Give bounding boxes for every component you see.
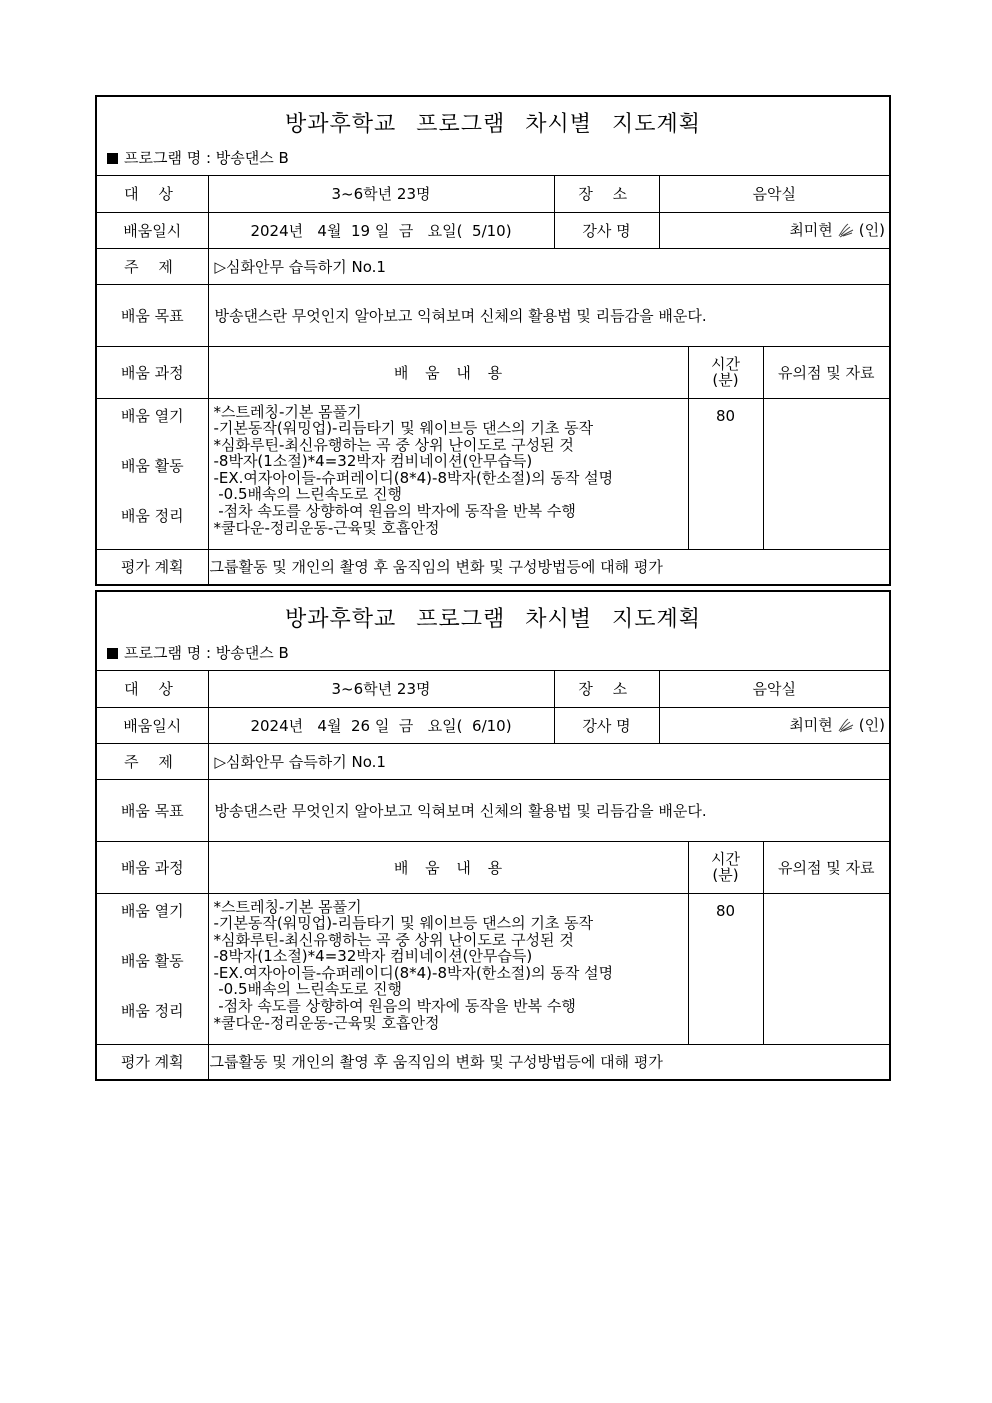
time-label-2: (분): [712, 371, 739, 389]
teacher-seal: (인): [858, 715, 885, 734]
step-opening: 배움 열기: [120, 901, 184, 920]
content-line: -EX.여자아이들-슈퍼레이디(8*4)-8박자(한소절)의 동작 설명: [213, 963, 614, 982]
target-label: 대 상: [97, 176, 208, 212]
eval-row: [97, 1044, 889, 1079]
content-line: *심화루틴-최신유행하는 곡 중 상위 난이도로 구성된 것: [213, 435, 574, 454]
target-row: [97, 176, 889, 212]
process-steps: [97, 893, 208, 1044]
process-row: [97, 398, 889, 549]
step-closing: 배움 정리: [120, 506, 184, 525]
topic-label: 주 제: [97, 743, 208, 779]
goal-value: 방송댄스란 무엇인지 알아보고 익혀보며 신체의 활용법 및 리듬감을 배운다.: [208, 284, 889, 346]
process-header-row: [97, 841, 889, 893]
plan-header: [97, 592, 889, 671]
eval-row: [97, 549, 889, 584]
signature-icon: [837, 222, 855, 242]
content-body: [208, 398, 688, 549]
topic-value: ▷심화안무 습득하기 No.1: [208, 743, 889, 779]
time-label-1: 시간: [711, 850, 740, 868]
date-value: 2024년 4월 19 일 금 요일( 5/10): [208, 212, 554, 248]
time-label: [688, 841, 763, 893]
target-value: 3~6학년 23명: [208, 671, 554, 707]
notes-label: 유의점 및 자료: [763, 346, 889, 398]
content-line: *심화루틴-최신유행하는 곡 중 상위 난이도로 구성된 것: [213, 930, 574, 949]
goal-row: [97, 779, 889, 841]
process-header-row: [97, 346, 889, 398]
time-value: 80: [688, 893, 763, 1044]
notes-value: [763, 893, 889, 1044]
process-row: [97, 893, 889, 1044]
time-label: [688, 346, 763, 398]
process-label: 배움 과정: [97, 841, 208, 893]
target-row: [97, 671, 889, 707]
step-activity: 배움 활동: [120, 951, 184, 970]
step-closing: 배움 정리: [120, 1001, 184, 1020]
content-line: *스트레칭-기본 몸풀기: [213, 402, 362, 421]
date-row: [97, 212, 889, 248]
step-activity: 배움 활동: [120, 456, 184, 475]
date-row: [97, 707, 889, 743]
plan-title: 방과후학교 프로그램 차시별 지도계획: [284, 607, 701, 632]
plan-table: [97, 176, 889, 584]
content-line: -기본동작(워밍업)-리듬타기 및 웨이브등 댄스의 기초 동작: [213, 419, 594, 438]
teacher-value: [659, 212, 889, 248]
program-name-text: 프로그램 명 : 방송댄스 B: [124, 644, 289, 662]
goal-label: 배움 목표: [97, 284, 208, 346]
time-label-2: (분): [712, 866, 739, 884]
content-line: *스트레칭-기본 몸풀기: [213, 897, 362, 916]
place-value: 음악실: [659, 671, 889, 707]
date-label: 배움일시: [97, 707, 208, 743]
program-name: [107, 642, 289, 663]
eval-label: 평가 계획: [97, 549, 208, 584]
target-label: 대 상: [97, 671, 208, 707]
teacher-label: 강사 명: [554, 212, 659, 248]
eval-value: 그룹활동 및 개인의 촬영 후 움직임의 변화 및 구성방법등에 대해 평가: [208, 549, 889, 584]
content-line: -EX.여자아이들-슈퍼레이디(8*4)-8박자(한소절)의 동작 설명: [213, 468, 614, 487]
notes-label: 유의점 및 자료: [763, 841, 889, 893]
process-steps: [97, 398, 208, 549]
content-line: -0.5배속의 느린속도로 진행: [213, 980, 402, 999]
eval-value: 그룹활동 및 개인의 촬영 후 움직임의 변화 및 구성방법등에 대해 평가: [208, 1044, 889, 1079]
place-label: 장 소: [554, 176, 659, 212]
content-line: -0.5배속의 느린속도로 진행: [213, 485, 402, 504]
teacher-label: 강사 명: [554, 707, 659, 743]
content-line: -8박자(1소절)*4=32박자 컴비네이션(안무습득): [213, 947, 533, 966]
square-bullet-icon: [107, 648, 118, 659]
lesson-plan: [95, 95, 891, 586]
teacher-seal: (인): [858, 220, 885, 239]
target-value: 3~6학년 23명: [208, 176, 554, 212]
topic-row: [97, 743, 889, 779]
square-bullet-icon: [107, 153, 118, 164]
place-label: 장 소: [554, 671, 659, 707]
lesson-plan: [95, 590, 891, 1081]
date-value: 2024년 4월 26 일 금 요일( 6/10): [208, 707, 554, 743]
date-label: 배움일시: [97, 212, 208, 248]
time-value: 80: [688, 398, 763, 549]
goal-row: [97, 284, 889, 346]
teacher-name: 최미현: [789, 715, 833, 734]
topic-value: ▷심화안무 습득하기 No.1: [208, 248, 889, 284]
teacher-name: 최미현: [789, 220, 833, 239]
content-label: 배 움 내 용: [208, 346, 688, 398]
program-name: [107, 147, 289, 168]
content-line: *쿨다운-정리운동-근육및 호흡안정: [213, 518, 440, 537]
notes-value: [763, 398, 889, 549]
eval-label: 평가 계획: [97, 1044, 208, 1079]
goal-value: 방송댄스란 무엇인지 알아보고 익혀보며 신체의 활용법 및 리듬감을 배운다.: [208, 779, 889, 841]
signature-icon: [837, 717, 855, 737]
content-line: -8박자(1소절)*4=32박자 컴비네이션(안무습득): [213, 452, 533, 471]
time-label-1: 시간: [711, 355, 740, 373]
plan-title: 방과후학교 프로그램 차시별 지도계획: [284, 112, 701, 137]
goal-label: 배움 목표: [97, 779, 208, 841]
place-value: 음악실: [659, 176, 889, 212]
content-line: -점차 속도를 상향하여 원음의 박자에 동작을 반복 수행: [213, 502, 576, 521]
process-label: 배움 과정: [97, 346, 208, 398]
plan-header: [97, 97, 889, 176]
topic-label: 주 제: [97, 248, 208, 284]
plan-table: [97, 671, 889, 1079]
content-body: [208, 893, 688, 1044]
topic-row: [97, 248, 889, 284]
content-line: *쿨다운-정리운동-근육및 호흡안정: [213, 1013, 440, 1032]
program-name-text: 프로그램 명 : 방송댄스 B: [124, 149, 289, 167]
step-opening: 배움 열기: [120, 406, 184, 425]
content-line: -점차 속도를 상향하여 원음의 박자에 동작을 반복 수행: [213, 997, 576, 1016]
content-label: 배 움 내 용: [208, 841, 688, 893]
teacher-value: [659, 707, 889, 743]
content-line: -기본동작(워밍업)-리듬타기 및 웨이브등 댄스의 기초 동작: [213, 914, 594, 933]
